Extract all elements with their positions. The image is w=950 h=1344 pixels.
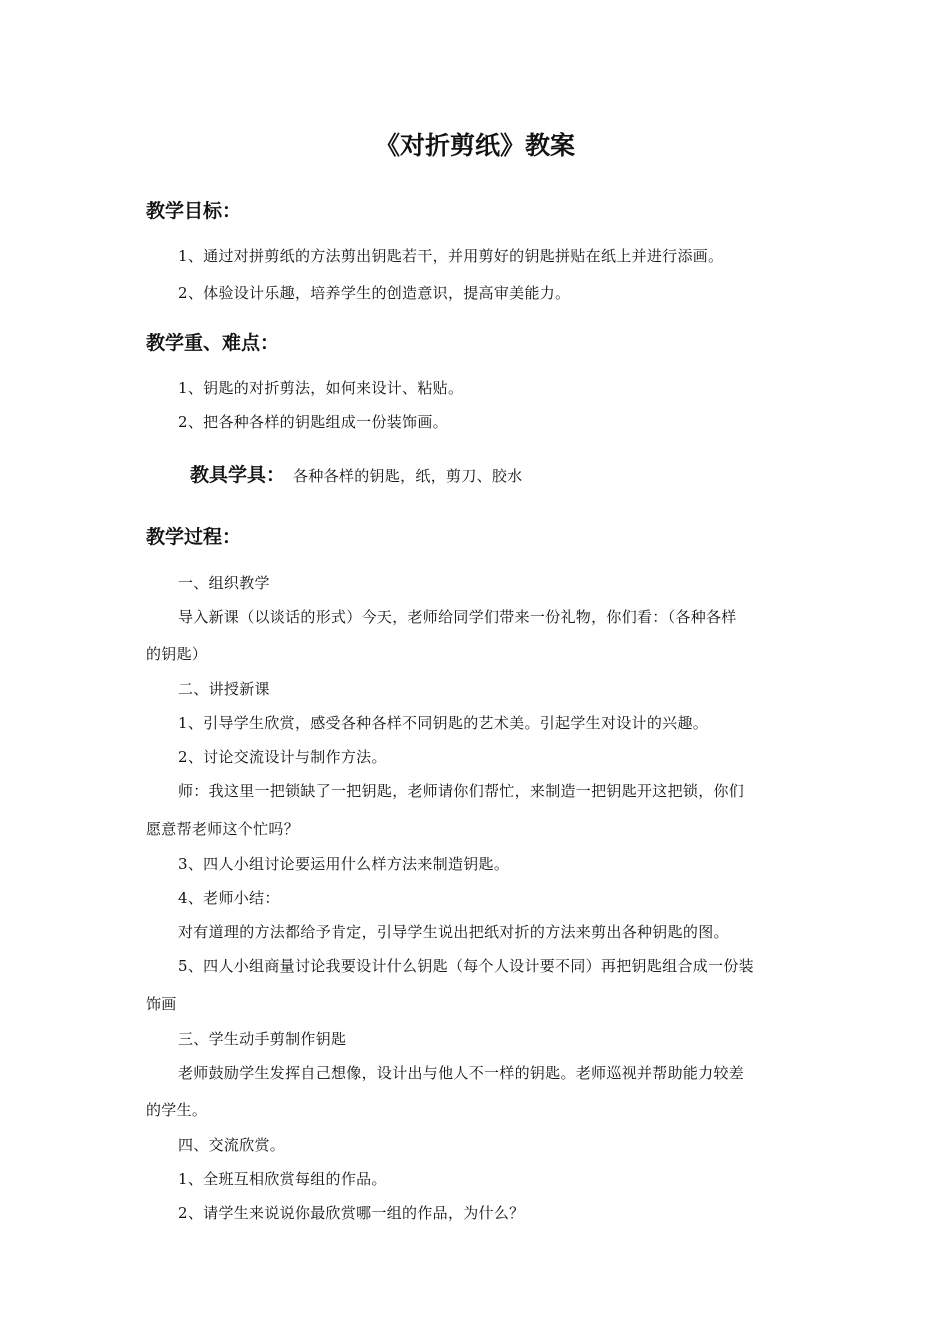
tools-row <box>190 460 523 487</box>
process-line: 对有道理的方法都给予肯定，引导学生说出把纸对折的方法来剪出各种钥匙的图。 <box>178 923 729 941</box>
document-title: 《对折剪纸》教案 <box>374 131 575 160</box>
process-line: 导入新课（以谈话的形式）今天，老师给同学们带来一份礼物，你们看：（各种各样 <box>178 608 737 626</box>
process-line: 1、引导学生欣赏，感受各种各样不同钥匙的艺术美。引起学生对设计的兴趣。 <box>178 714 709 732</box>
tools-value: 各种各样的钥匙，纸，剪刀、胶水 <box>293 467 523 485</box>
process-line: 的钥匙） <box>146 645 208 663</box>
tools-label: 教具学具： <box>190 464 286 486</box>
objective-item: 2、体验设计乐趣，培养学生的创造意识，提高审美能力。 <box>178 284 571 302</box>
key-points-heading: 教学重、难点： <box>146 332 280 354</box>
objective-item: 1、通过对拼剪纸的方法剪出钥匙若干，并用剪好的钥匙拼贴在纸上并进行添画。 <box>178 247 724 265</box>
objectives-heading: 教学目标： <box>146 200 242 222</box>
process-line: 4、老师小结： <box>178 889 280 907</box>
key-point-item: 2、把各种各样的钥匙组成一份装饰画。 <box>178 413 448 431</box>
key-point-item: 1、钥匙的对折剪法，如何来设计、粘贴。 <box>178 379 464 397</box>
process-line: 师：我这里一把锁缺了一把钥匙，老师请你们帮忙，来制造一把钥匙开这把锁，你们 <box>178 782 745 800</box>
process-line: 2、请学生来说说你最欣赏哪一组的作品，为什么？ <box>178 1204 525 1222</box>
process-line: 四、交流欣赏。 <box>178 1136 286 1154</box>
process-line: 三、学生动手剪制作钥匙 <box>178 1030 347 1048</box>
process-line: 3、四人小组讨论要运用什么样方法来制造钥匙。 <box>178 855 510 873</box>
process-line: 二、讲授新课 <box>178 680 270 698</box>
process-line: 愿意帮老师这个忙吗？ <box>146 820 300 838</box>
process-line: 饰画 <box>146 995 177 1013</box>
process-line: 的学生。 <box>146 1101 208 1119</box>
process-line: 老师鼓励学生发挥自己想像，设计出与他人不一样的钥匙。老师巡视并帮助能力较差 <box>178 1064 745 1082</box>
process-line: 1、全班互相欣赏每组的作品。 <box>178 1170 387 1188</box>
process-line: 一、组织教学 <box>178 574 270 592</box>
process-line: 5、四人小组商量讨论我要设计什么钥匙（每个人设计要不同）再把钥匙组合成一份装 <box>178 957 754 975</box>
process-heading: 教学过程： <box>146 526 242 548</box>
process-line: 2、讨论交流设计与制作方法。 <box>178 748 387 766</box>
